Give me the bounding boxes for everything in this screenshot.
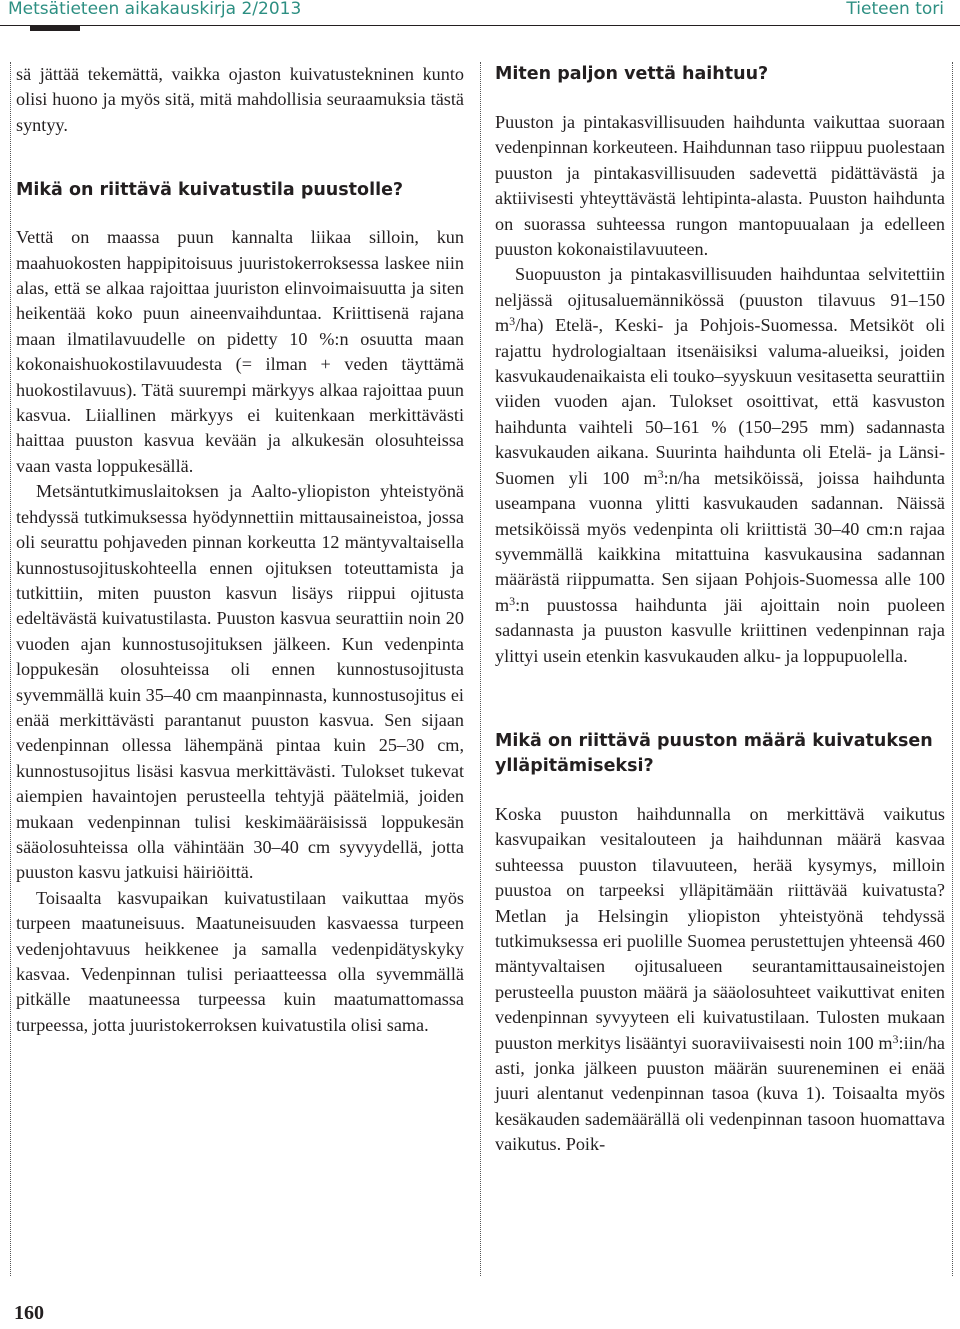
right-margin-rule (952, 62, 954, 1276)
text-run: /ha) Etelä-, Keski- ja Pohjois-Suomessa. Metsiköt oli rajattu hydrologialtaan itsenäisiksi valuma-alueiksi, joiden kasvukaudenaikaista eli touko–syyskuun vesitasetta seurattiin viiden vuoden ajan. Tulokset osoittivat, että kasvuston haihdunta vaihteli 50–161 % (150–295 mm) sadannasta kasvukauden aikana. Suurinta haihdunta oli Etelä- ja Länsi-Suomen yli 100 m (495, 315, 945, 488)
journal-title: Metsätieteen aikakauskirja 2/2013 (8, 0, 302, 19)
section-heading: Mikä on riittävä puuston määrä kuivatuksen ylläpitämiseksi? (495, 730, 933, 776)
paragraph: Vettä on maassa puun kannalta liikaa silloin, kun maahuokosten happipitoisuus juuristokerroksessa laskee niin alas, että se alkaa rajoittaa juuriston elinvoimaisuutta ja siten heikentää koko puun aineenvaihduntaa. Kriittisenä rajana maan ilmatilavuudelle on pidetty 10 %:n osuutta maan kokonaishuokostilavuudesta (= ilman + veden täyttämä huokostilavuus). Tätä suurempi märkyys alkaa rajoittaa puun kasvua. Liiallinen märkyys ei kuitenkaan merkittävästi haittaa puuston kasvua kevään ja alkukesän olosuhteissa vaan vasta loppukesällä. (16, 227, 464, 476)
superscript: 3 (509, 314, 516, 329)
section-heading: Miten paljon vettä haihtuu? (495, 64, 769, 84)
text-run: Koska puuston haihdunnalla on merkittävä vaikutus kasvupaikan vesitalouteen ja haihdunnan määrä kasvaa suhteessa puuston tilavuuteen, herää kysymys, milloin puustoa on tarpeeksi ylläpitämään riittävää kuivatusta? Metlan ja Helsingin yliopiston yhteistyönä tehdyssä tutkimuksessa eri puolille Suomea perustettujen yhteensä 460 mäntyvaltaisen ojitusalueen seurantamittausaineistojen perusteella puuston määrä ja sääolosuhteet vaikuttivat eniten vedenpinnan syvyyteen eli kuivatustilaan. Tulosten mukaan puuston merkitys lisääntyi suoraviivaisesti noin 100 m (495, 803, 945, 1053)
section-heading: Mikä on riittävä kuivatustila puustolle? (16, 180, 404, 201)
section-name: Tieteen tori (846, 0, 944, 19)
paragraph (495, 802, 945, 1158)
paragraph: sä jättää tekemättä, vaikka ojaston kuivatustekninen kunto olisi huono ja myös sitä, mitä mahdollisia seuraamuksia tästä syntyy. (16, 64, 464, 135)
right-column (495, 62, 945, 1158)
text-run: :n puustossa haihdunta jäi ajoittain noin puoleen sadannasta ja puuston kasvulle kriittinen vedenpinnan raja ylittyi usein etenkin kasvukauden alku- ja loppupuolella. (495, 594, 945, 666)
column-divider (480, 62, 482, 1276)
page-number: 160 (14, 1302, 44, 1324)
paragraph: Toisaalta kasvupaikan kuivatustilaan vaikuttaa myös turpeen maatuneisuus. Maatuneisuuden kasvaessa turpeen vedenjohtavuus heikkenee ja samalla vedenpidätyskyky kasvaa. Vedenpinnan tulisi periaatteessa olla syvemmällä pitkälle maatuneessa turpeessa kuin maatumattomassa turpeessa, jotta juuristokerroksen kuivatustila olisi sama. (16, 887, 464, 1035)
left-column (16, 62, 464, 1038)
text-run: Suopuuston ja pintakasvillisuuden haihduntaa selvitettiin neljässä ojitusaluemännikössä (puuston tilavuus 91–150 m (495, 264, 945, 336)
superscript: 3 (657, 466, 664, 481)
superscript: 3 (509, 593, 516, 608)
header-accent-bar (30, 25, 80, 31)
superscript: 3 (892, 1031, 899, 1046)
paragraph: Puuston ja pintakasvillisuuden haihdunta vaikuttaa suoraan vedenpinnan korkeuteen. Haihdunnan taso riippuu puolestaan puuston ja pintakasvillisuuden sadevettä pidättävästä ja aktiivisesti yhteyttävästä lehtipinta-alasta. Puuston haihdunta on suorassa suhteessa rungon mantopuualaan ja edelleen puuston kokonaistilavuuteen. (495, 112, 945, 260)
text-run: :n/ha metsiköissä, joissa haihdunta useampana vuonna ylitti kasvukauden sadannan. Näissä metsiköissä myös vedenpinta oli kriittistä 30–40 cm:n rajaa syvemmällä kaikkina mitattuina kasvukausina sadannan määrästä riippumatta. Sen sijaan Pohjois-Suomessa alle 100 m (495, 467, 945, 615)
text-run: :iin/ha asti, jonka jälkeen puuston määrän suureneminen ei enää juuri alentanut vedenpinnan tasoa (kuva 1). Toisaalta myös kesäkauden sademäärällä oli vedenpinnan tasoon huomattava vaikutus. Poik- (495, 1032, 945, 1155)
running-header (0, 0, 960, 24)
header-rule (0, 25, 960, 26)
paragraph (495, 262, 945, 669)
paragraph: Metsäntutkimuslaitoksen ja Aalto-yliopiston yhteistyönä tehdyssä tutkimuksessa hyödynnettiin mittausaineistoa, jossa oli seurattu pohjaveden pinnan korkeutta 12 mäntyvaltaisella kunnostusojituskohteella ennen ojituksen toteuttamista ja tutkittiin, miten puuston kasvun lisäys riippui ojitusta edeltävästä kuivatustilasta. Puuston kasvua seurattiin noin 20 vuoden ajan kunnostusojituksen jälkeen. Kun vedenpinta loppukesän olosuhteissa oli ennen kunnostusojitusta syvemmällä kuin 35–40 cm maanpinnasta, kunnostusojitus ei enää merkittävästi parantanut puuston kasvua. Sen sijaan vedenpinnan ollessa lähempänä pintaa kuin 25–30 cm, kunnostusojitus lisäsi kasvua merkittävästi. Tulokset tukevat aiempien havaintojen perusteella tehtyjä päätelmiä, joiden mukaan vedenpinnan tulisi keskimääräisissä loppukesän sääolosuhteissa olla vähintään 30–40 cm syvyydellä, jotta puuston kasvu jatkuisi häiriöittä. (16, 481, 464, 883)
left-margin-rule (10, 62, 12, 1276)
